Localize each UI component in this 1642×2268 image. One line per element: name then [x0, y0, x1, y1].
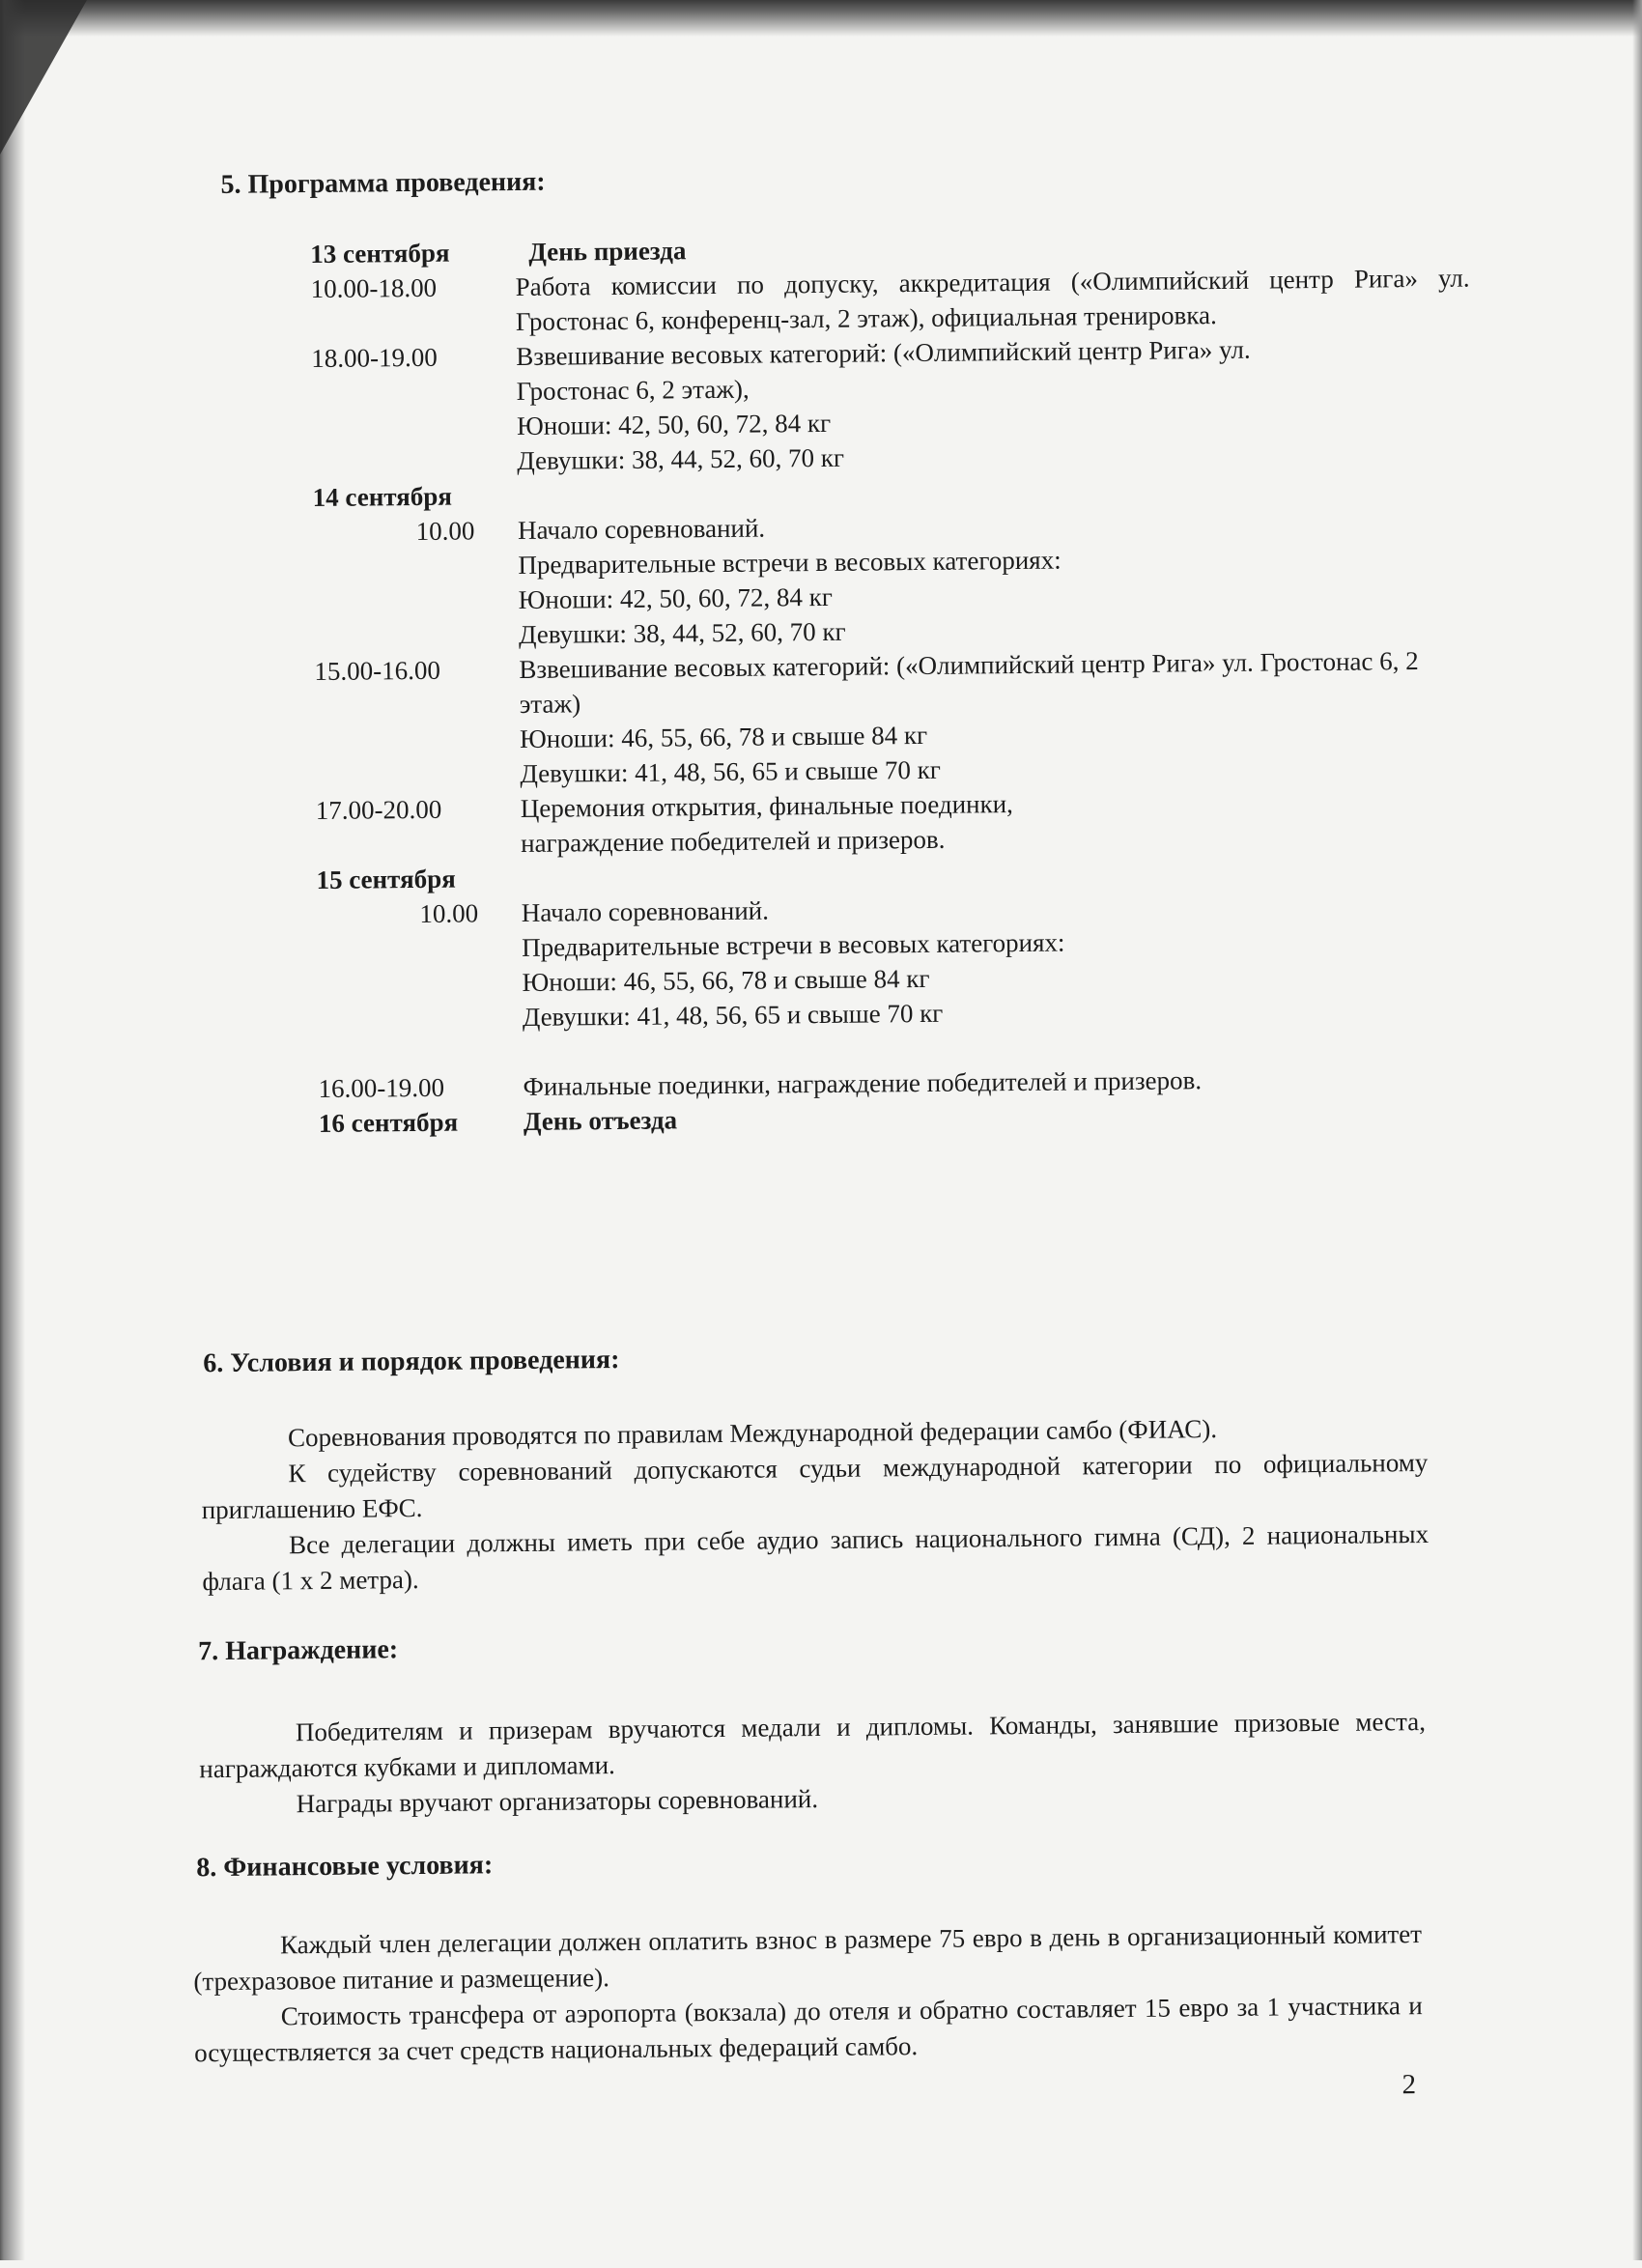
- slot-time: 15.00-16.00: [314, 655, 441, 687]
- section-5-heading: 5. Программа проведения:: [220, 166, 546, 200]
- paragraph: Победителям и призерам вручаются медали и дипломы. Команды, занявшие призовые места, награждаются кубками и дипломами.: [199, 1707, 1427, 1784]
- slot-line: Девушки: 41, 48, 56, 65 и свыше 70 кг: [522, 998, 944, 1032]
- slot-time: 10.00-18.00: [310, 272, 438, 304]
- slot-line: награждение победителей и призеров.: [520, 824, 946, 858]
- slot-line: Юноши: 42, 50, 60, 72, 84 кг: [518, 581, 833, 614]
- slot-description: [518, 504, 1473, 652]
- section-7-body: [199, 1704, 1427, 1823]
- slot-line: Церемония открытия, финальные поединки,: [520, 789, 1013, 823]
- day-title: День приезда: [528, 236, 687, 267]
- slot-line: Девушки: 41, 48, 56, 65 и свыше 70 кг: [520, 754, 942, 788]
- section-6-body: [201, 1409, 1430, 1600]
- slot-description: Работа комиссии по допуску, аккредитация («Олимпийский центр Рига» ул. Гростонас 6, конференц-зал, 2 этаж), официальная тренировка.: [515, 263, 1470, 336]
- slot-line: Взвешивание весовых категорий: («Олимпийский центр Рига» ул.: [516, 334, 1251, 371]
- slot-line: Юноши: 42, 50, 60, 72, 84 кг: [516, 408, 832, 440]
- slot-description: [522, 886, 1477, 1034]
- slot-line: Взвешивание весовых категорий: («Олимпийский центр Рига» ул. Гростонас 6, 2 этаж): [519, 646, 1419, 719]
- slot-time: 10.00: [419, 898, 479, 928]
- schedule-slot: [311, 330, 1471, 481]
- section-7-heading: 7. Награждение:: [198, 1634, 399, 1667]
- day-date: 14 сентября: [312, 481, 453, 513]
- slot-line: Гростонас 6, 2 этаж),: [516, 374, 750, 406]
- paragraph: Стоимость трансфера от аэропорта (вокзала) до отеля и обратно составляет 15 евро за 1 участника и осуществляется за счет средств национальных федераций самбо.: [193, 1991, 1423, 2068]
- slot-line: Начало соревнований.: [521, 895, 770, 927]
- slot-line: Юноши: 46, 55, 66, 78 и свыше 84 кг: [519, 720, 928, 753]
- slot-description: [516, 330, 1471, 478]
- slot-time: 16.00-19.00: [318, 1072, 445, 1103]
- section-8-heading: 8. Финансовые условия:: [196, 1850, 494, 1884]
- program-schedule: [310, 226, 1478, 1141]
- schedule-slot: [314, 642, 1474, 793]
- slot-line: Начало соревнований.: [517, 513, 766, 545]
- paragraph: К судейству соревнований допускаются судьи международной категории по официальному приглашению ЕФС.: [201, 1447, 1429, 1525]
- slot-time: 10.00: [415, 516, 475, 546]
- slot-time: 17.00-20.00: [315, 794, 442, 826]
- day-date: 15 сентября: [316, 864, 456, 895]
- schedule-slot: [316, 781, 1476, 863]
- slot-description: [519, 642, 1474, 790]
- schedule-slot: [317, 886, 1477, 1036]
- paragraph: Каждый член делегации должен оплатить взнос в размере 75 евро в день в организационный комитет (трехразовое питание и размещение).: [193, 1919, 1423, 1997]
- slot-line: Предварительные встречи в весовых категориях:: [518, 545, 1062, 580]
- slot-description: [521, 781, 1476, 860]
- day-date: 13 сентября: [310, 238, 450, 269]
- schedule-slot: [313, 504, 1473, 655]
- slot-line: Девушки: 38, 44, 52, 60, 70 кг: [518, 616, 846, 649]
- paragraph: Награды вручают организаторы соревнований.: [296, 1784, 819, 1819]
- page-number: 2: [1401, 2069, 1417, 2101]
- slot-time: 18.00-19.00: [311, 342, 438, 374]
- section-8-body: [193, 1916, 1423, 2071]
- slot-line: Предварительные встречи в весовых категориях:: [522, 927, 1065, 962]
- paragraph: Все делегации должны иметь при себе аудио запись национального гимна (СД), 2 национальных флага (1 х 2 метра).: [202, 1518, 1430, 1597]
- slot-description: Финальные поединки, награждение победителей и призеров.: [523, 1065, 1203, 1101]
- slot-line: Юноши: 46, 55, 66, 78 и свыше 84 кг: [522, 963, 930, 997]
- day-title: День отъезда: [523, 1105, 678, 1136]
- day-date: 16 сентября: [318, 1107, 459, 1138]
- schedule-slot: [310, 261, 1470, 342]
- paragraph: Соревнования проводятся по правилам Международной федерации самбо (ФИАС).: [287, 1414, 1218, 1453]
- slot-line: Девушки: 38, 44, 52, 60, 70 кг: [517, 442, 845, 475]
- section-6-heading: 6. Условия и порядок проведения:: [203, 1345, 620, 1379]
